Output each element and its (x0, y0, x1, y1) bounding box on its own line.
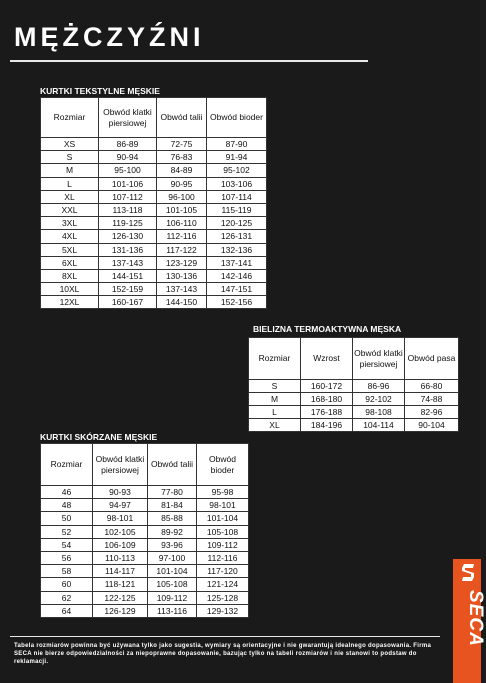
table-header: Obwód klatki piersiowej (353, 338, 405, 380)
measurement-cell: 98-101 (93, 512, 148, 525)
measurement-cell: 176-188 (301, 406, 353, 419)
measurement-cell: 90-95 (157, 177, 207, 190)
measurement-cell: 126-130 (99, 230, 157, 243)
measurement-cell: 104-114 (353, 419, 405, 432)
measurement-cell: 112-116 (157, 230, 207, 243)
seca-s-logo-icon (460, 562, 476, 584)
table-row (249, 406, 459, 419)
size-cell: 54 (41, 538, 93, 551)
measurement-cell: 86-89 (99, 138, 157, 151)
size-cell: 62 (41, 591, 93, 604)
measurement-cell: 117-122 (157, 243, 207, 256)
table-row (41, 565, 249, 578)
measurement-cell: 119-125 (99, 217, 157, 230)
table-row (249, 380, 459, 393)
measurement-cell: 123-129 (157, 256, 207, 269)
measurement-cell: 98-108 (353, 406, 405, 419)
measurement-cell: 137-141 (207, 256, 267, 269)
measurement-cell: 90-93 (93, 486, 148, 499)
table-row (41, 538, 249, 551)
leather-jackets-title: KURTKI SKÓRZANE MĘSKIE (40, 432, 158, 442)
size-cell: 64 (41, 604, 93, 617)
table-row (41, 217, 267, 230)
brand-name: SECA (465, 590, 486, 647)
table-row (41, 512, 249, 525)
measurement-cell: 129-132 (197, 604, 249, 617)
measurement-cell: 91-94 (207, 151, 267, 164)
measurement-cell: 137-143 (99, 256, 157, 269)
measurement-cell: 87-90 (207, 138, 267, 151)
measurement-cell: 107-112 (99, 190, 157, 203)
measurement-cell: 131-136 (99, 243, 157, 256)
measurement-cell: 95-100 (99, 164, 157, 177)
measurement-cell: 89-92 (148, 525, 197, 538)
measurement-cell: 102-105 (93, 525, 148, 538)
measurement-cell: 110-113 (93, 551, 148, 564)
size-cell: 52 (41, 525, 93, 538)
measurement-cell: 115-119 (207, 203, 267, 216)
table-header: Rozmiar (41, 98, 99, 138)
measurement-cell: 160-167 (99, 296, 157, 309)
table-row (41, 138, 267, 151)
size-cell: 46 (41, 486, 93, 499)
leather-jackets-table (40, 443, 249, 618)
size-cell: 50 (41, 512, 93, 525)
table-row (41, 177, 267, 190)
measurement-cell: 130-136 (157, 269, 207, 282)
page-title: MĘŻCZYŹNI (14, 22, 205, 52)
table-row (41, 151, 267, 164)
measurement-cell: 122-125 (93, 591, 148, 604)
measurement-cell: 98-101 (197, 499, 249, 512)
measurement-cell: 160-172 (301, 380, 353, 393)
table-row (41, 525, 249, 538)
size-cell: 12XL (41, 296, 99, 309)
measurement-cell: 76-83 (157, 151, 207, 164)
measurement-cell: 126-129 (93, 604, 148, 617)
measurement-cell: 112-116 (197, 551, 249, 564)
table-row (41, 551, 249, 564)
table-header: Wzrost (301, 338, 353, 380)
table-header: Obwód pasa (405, 338, 459, 380)
table-row (41, 578, 249, 591)
table-row (41, 591, 249, 604)
measurement-cell: 101-105 (157, 203, 207, 216)
measurement-cell: 74-88 (405, 393, 459, 406)
size-cell: 56 (41, 551, 93, 564)
size-cell: S (41, 151, 99, 164)
size-cell: S (249, 380, 301, 393)
measurement-cell: 168-180 (301, 393, 353, 406)
measurement-cell: 113-116 (148, 604, 197, 617)
measurement-cell: 77-80 (148, 486, 197, 499)
table-row (41, 164, 267, 177)
footer-divider (10, 636, 440, 637)
measurement-cell: 101-106 (99, 177, 157, 190)
measurement-cell: 85-88 (148, 512, 197, 525)
textile-jackets-table (40, 97, 267, 309)
table-header: Rozmiar (249, 338, 301, 380)
measurement-cell: 105-108 (197, 525, 249, 538)
measurement-cell: 101-104 (197, 512, 249, 525)
measurement-cell: 132-136 (207, 243, 267, 256)
thermal-underwear-table (248, 337, 459, 432)
size-cell: L (41, 177, 99, 190)
measurement-cell: 95-102 (207, 164, 267, 177)
measurement-cell: 101-104 (148, 565, 197, 578)
size-cell: 60 (41, 578, 93, 591)
measurement-cell: 117-120 (197, 565, 249, 578)
measurement-cell: 147-151 (207, 283, 267, 296)
size-cell: 58 (41, 565, 93, 578)
table-row (41, 486, 249, 499)
measurement-cell: 144-151 (99, 269, 157, 282)
table-header: Obwód klatki piersiowej (99, 98, 157, 138)
measurement-cell: 106-109 (93, 538, 148, 551)
size-cell: XL (249, 419, 301, 432)
measurement-cell: 96-100 (157, 190, 207, 203)
measurement-cell: 92-102 (353, 393, 405, 406)
table-row (41, 243, 267, 256)
measurement-cell: 81-84 (148, 499, 197, 512)
table-row (41, 256, 267, 269)
table-header: Obwód bioder (207, 98, 267, 138)
measurement-cell: 152-156 (207, 296, 267, 309)
table-header: Rozmiar (41, 444, 93, 486)
size-cell: 5XL (41, 243, 99, 256)
measurement-cell: 94-97 (93, 499, 148, 512)
measurement-cell: 137-143 (157, 283, 207, 296)
table-header: Obwód talii (157, 98, 207, 138)
size-cell: 8XL (41, 269, 99, 282)
measurement-cell: 106-110 (157, 217, 207, 230)
measurement-cell: 66-80 (405, 380, 459, 393)
measurement-cell: 90-94 (99, 151, 157, 164)
measurement-cell: 121-124 (197, 578, 249, 591)
measurement-cell: 103-106 (207, 177, 267, 190)
table-row (41, 296, 267, 309)
measurement-cell: 113-118 (99, 203, 157, 216)
table-row (41, 604, 249, 617)
title-divider (10, 60, 368, 62)
measurement-cell: 105-108 (148, 578, 197, 591)
size-cell: M (41, 164, 99, 177)
textile-jackets-title: KURTKI TEKSTYLNE MĘSKIE (40, 86, 160, 96)
measurement-cell: 97-100 (148, 551, 197, 564)
table-row (41, 190, 267, 203)
measurement-cell: 120-125 (207, 217, 267, 230)
measurement-cell: 114-117 (93, 565, 148, 578)
table-row (249, 393, 459, 406)
size-cell: 3XL (41, 217, 99, 230)
size-cell: M (249, 393, 301, 406)
measurement-cell: 90-104 (405, 419, 459, 432)
table-row (41, 203, 267, 216)
disclaimer-text: Tabela rozmiarów powinna być używana tylko jako sugestia, wymiary są orientacyjne i nie gwarantują idealnego dopasowania. Firma SECA nie bierze odpowiedzialności za niepoprawne dopasowanie, bazując tylko na tabeli rozmiarów i nie stanowi to podstaw do reklamacji. (14, 643, 432, 665)
size-cell: 4XL (41, 230, 99, 243)
measurement-cell: 125-128 (197, 591, 249, 604)
size-cell: L (249, 406, 301, 419)
table-row (249, 419, 459, 432)
measurement-cell: 82-96 (405, 406, 459, 419)
measurement-cell: 109-112 (197, 538, 249, 551)
table-row (41, 230, 267, 243)
size-cell: XL (41, 190, 99, 203)
size-cell: 10XL (41, 283, 99, 296)
size-cell: 6XL (41, 256, 99, 269)
measurement-cell: 107-114 (207, 190, 267, 203)
measurement-cell: 144-150 (157, 296, 207, 309)
measurement-cell: 109-112 (148, 591, 197, 604)
measurement-cell: 142-146 (207, 269, 267, 282)
size-cell: XXL (41, 203, 99, 216)
measurement-cell: 118-121 (93, 578, 148, 591)
measurement-cell: 152-159 (99, 283, 157, 296)
size-cell: 48 (41, 499, 93, 512)
table-header: Obwód talii (148, 444, 197, 486)
measurement-cell: 95-98 (197, 486, 249, 499)
measurement-cell: 93-96 (148, 538, 197, 551)
table-header: Obwód bioder (197, 444, 249, 486)
thermal-underwear-title: BIELIZNA TERMOAKTYWNA MĘSKA (253, 324, 402, 334)
measurement-cell: 126-131 (207, 230, 267, 243)
size-cell: XS (41, 138, 99, 151)
measurement-cell: 184-196 (301, 419, 353, 432)
measurement-cell: 84-89 (157, 164, 207, 177)
measurement-cell: 72-75 (157, 138, 207, 151)
table-row (41, 499, 249, 512)
table-header: Obwód klatki piersiowej (93, 444, 148, 486)
table-row (41, 283, 267, 296)
table-row (41, 269, 267, 282)
measurement-cell: 86-96 (353, 380, 405, 393)
